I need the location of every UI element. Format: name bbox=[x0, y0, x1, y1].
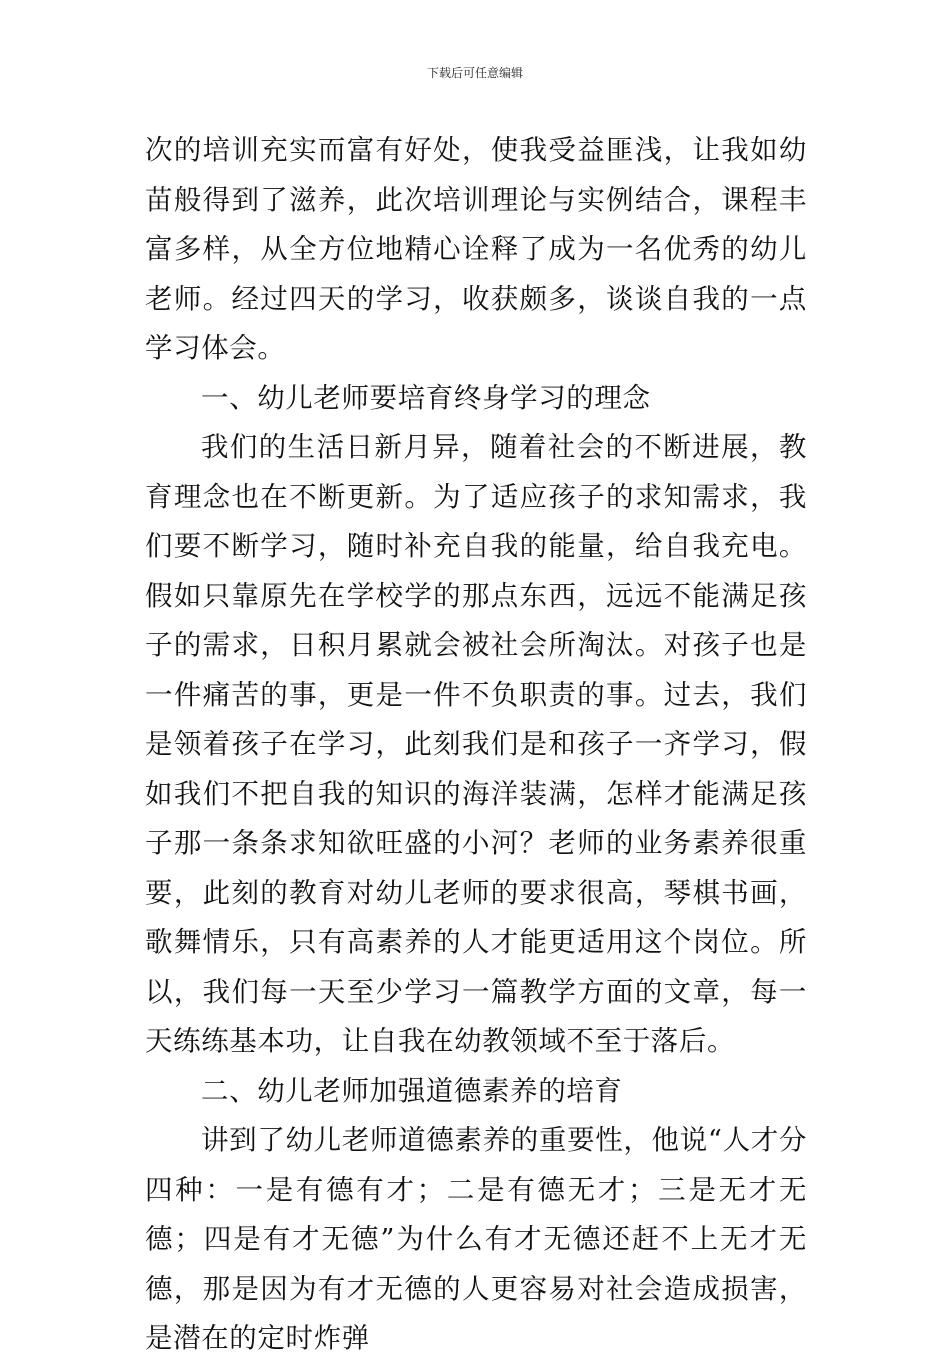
paragraph-moral-quality: 讲到了幼儿老师道德素养的重要性，他说“人才分四种：一是有德有才；二是有德无才；三是无才无德；四是有才无德”为什么有才无德还赶不上无才无德，那是因为有才无德的人更容易对社会造成损害，是潜在的定时炸弹 bbox=[145, 1124, 807, 1354]
page-header: 下载后可任意编辑 bbox=[426, 66, 523, 80]
section-heading-1: 一、幼儿老师要培育终身学习的理念 bbox=[201, 381, 651, 414]
section-heading-2: 二、幼儿老师加强道德素养的培育 bbox=[201, 1074, 623, 1107]
paragraph-intro: 次的培训充实而富有好处，使我受益匪浅，让我如幼苗般得到了滋养，此次培训理论与实例结合，课程丰富多样，从全方位地精心诠释了成为一名优秀的幼儿老师。经过四天的学习，收获颇多，谈谈自我的一点学习体会。 bbox=[145, 134, 807, 364]
paragraph-lifelong-learning: 我们的生活日新月异，随着社会的不断进展，教育理念也在不断更新。为了适应孩子的求知需求，我们要不断学习，随时补充自我的能量，给自我充电。假如只靠原先在学校学的那点东西，远远不能满足孩子的需求，日积月累就会被社会所淘汰。对孩子也是一件痛苦的事，更是一件不负职责的事。过去，我们是领着孩子在学习，此刻我们是和孩子一齐学习，假如我们不把自我的知识的海洋装满，怎样才能满足孩子那一条条求知欲旺盛的小河？老师的业务素养很重要，此刻的教育对幼儿老师的要求很高，琴棋书画，歌舞情乐，只有高素养的人才能更适用这个岗位。所以，我们每一天至少学习一篇教学方面的文章，每一天练练基本功，让自我在幼教领域不至于落后。 bbox=[145, 431, 807, 1057]
document-body bbox=[145, 126, 807, 1364]
